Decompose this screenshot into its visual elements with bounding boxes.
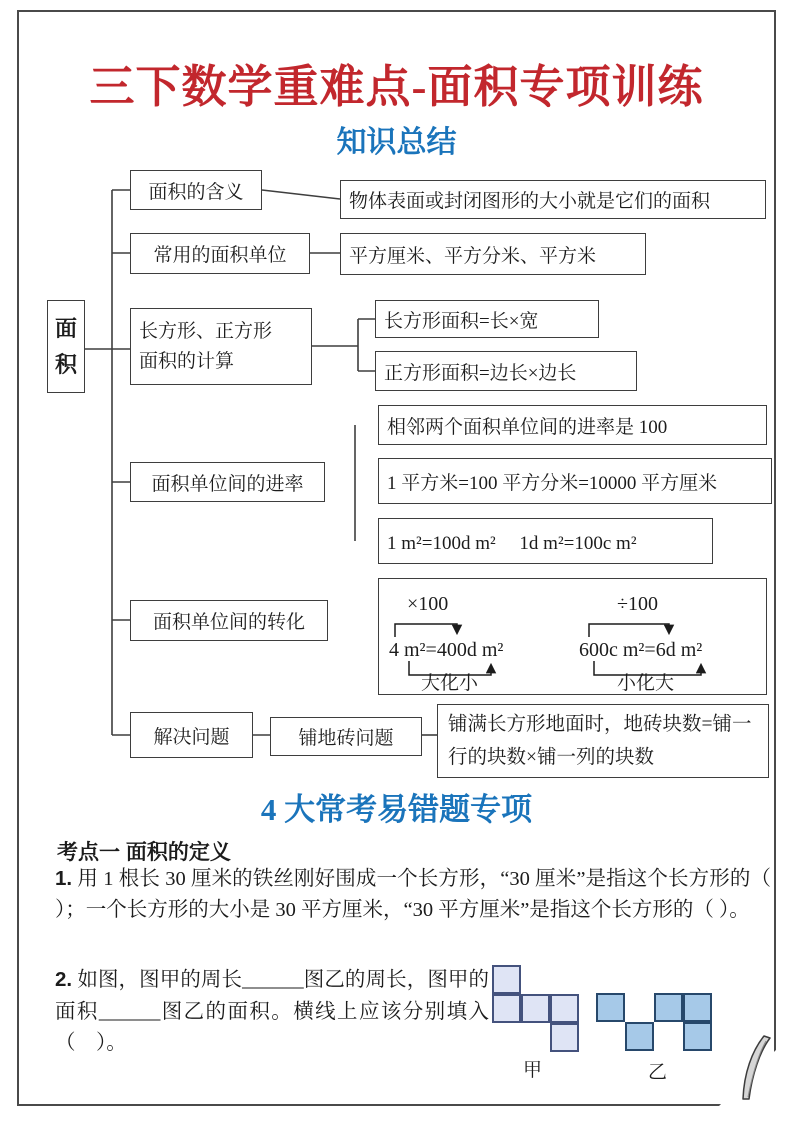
question-1-number: 1. — [55, 867, 73, 890]
shape-a-cell — [550, 994, 579, 1023]
shape-b-cell — [625, 1022, 654, 1051]
right-caption: 小化大 — [617, 673, 675, 693]
figure-label-b: 乙 — [648, 1062, 668, 1083]
left-equation: 4 m²=400d m² — [389, 639, 504, 661]
shape-b-cell — [596, 993, 625, 1022]
formula-square-area: 正方形面积=边长×边长 — [375, 351, 637, 391]
common-mistakes-heading: 4 大常考易错题专项 — [260, 792, 533, 827]
topic-1-heading: 考点一 面积的定义 — [57, 841, 231, 864]
right-top-arrow — [589, 624, 669, 637]
left-top-arrow — [395, 624, 457, 637]
question-2-number: 2. — [55, 968, 73, 991]
root-char-2: 积 — [54, 351, 77, 377]
shape-a-cell — [521, 994, 550, 1023]
question-2 — [55, 964, 489, 1060]
figure-label-a: 甲 — [523, 1060, 543, 1081]
shape-b-cell — [683, 993, 712, 1022]
question-1-text: 用 1 根长 30 厘米的铁丝刚好围成一个长方形，“30 厘米”是指这个长方形的（ ）；一个长方形的大小是 30 平方厘米，“30 平方厘米”是指这个长方形的（ ）。 — [55, 868, 771, 921]
branch-calc-line1: 长方形、正方形 — [139, 320, 273, 342]
branch-common-units: 常用的面积单位 — [130, 233, 310, 274]
multiply-100-label: ×100 — [407, 593, 449, 615]
question-1 — [55, 863, 771, 926]
shape-a-cell — [492, 965, 521, 994]
branch-area-calculation — [130, 308, 312, 385]
branch-unit-conversion: 面积单位间的转化 — [130, 600, 328, 641]
detail-common-units: 平方厘米、平方分米、平方米 — [340, 233, 646, 275]
shape-b-cell — [654, 993, 683, 1022]
question-2-text: 如图，图甲的周长______图乙的周长，图甲的面积______图乙的面积。横线上应该分别填入（ ）。 — [55, 969, 490, 1054]
page-curl-icon — [700, 1025, 790, 1110]
branch-calc-line2: 面积的计算 — [139, 350, 235, 372]
divide-100-label: ÷100 — [617, 593, 658, 615]
rate-rule-sqm: 1 平方米=100 平方分米=10000 平方厘米 — [378, 458, 772, 504]
mindmap-root-node — [47, 300, 85, 393]
page-title: 三下数学重难点-面积专项训练 — [89, 62, 704, 112]
rate-rule-adjacent: 相邻两个面积单位间的进率是 100 — [378, 405, 767, 445]
branch-unit-rate: 面积单位间的进率 — [130, 462, 325, 502]
shape-a-cell — [550, 1023, 579, 1052]
tile-problem-node: 铺地砖问题 — [270, 717, 422, 756]
branch-problem-solving: 解决问题 — [130, 712, 253, 758]
tile-problem-detail: 铺满长方形地面时，地砖块数=铺一行的块数×铺一列的块数 — [437, 704, 769, 778]
detail-area-meaning: 物体表面或封闭图形的大小就是它们的面积 — [340, 180, 766, 219]
root-char-1: 面 — [54, 316, 77, 342]
knowledge-summary-heading: 知识总结 — [336, 126, 457, 159]
shape-a-cell — [492, 994, 521, 1023]
left-caption: 大化小 — [421, 673, 479, 693]
branch-area-meaning: 面积的含义 — [130, 170, 262, 210]
unit-conversion-diagram — [378, 578, 767, 695]
formula-rectangle-area: 长方形面积=长×宽 — [375, 300, 599, 338]
rate-rule-symbols: 1 m²=100d m² 1d m²=100c m² — [378, 518, 713, 564]
right-equation: 600c m²=6d m² — [579, 639, 703, 661]
